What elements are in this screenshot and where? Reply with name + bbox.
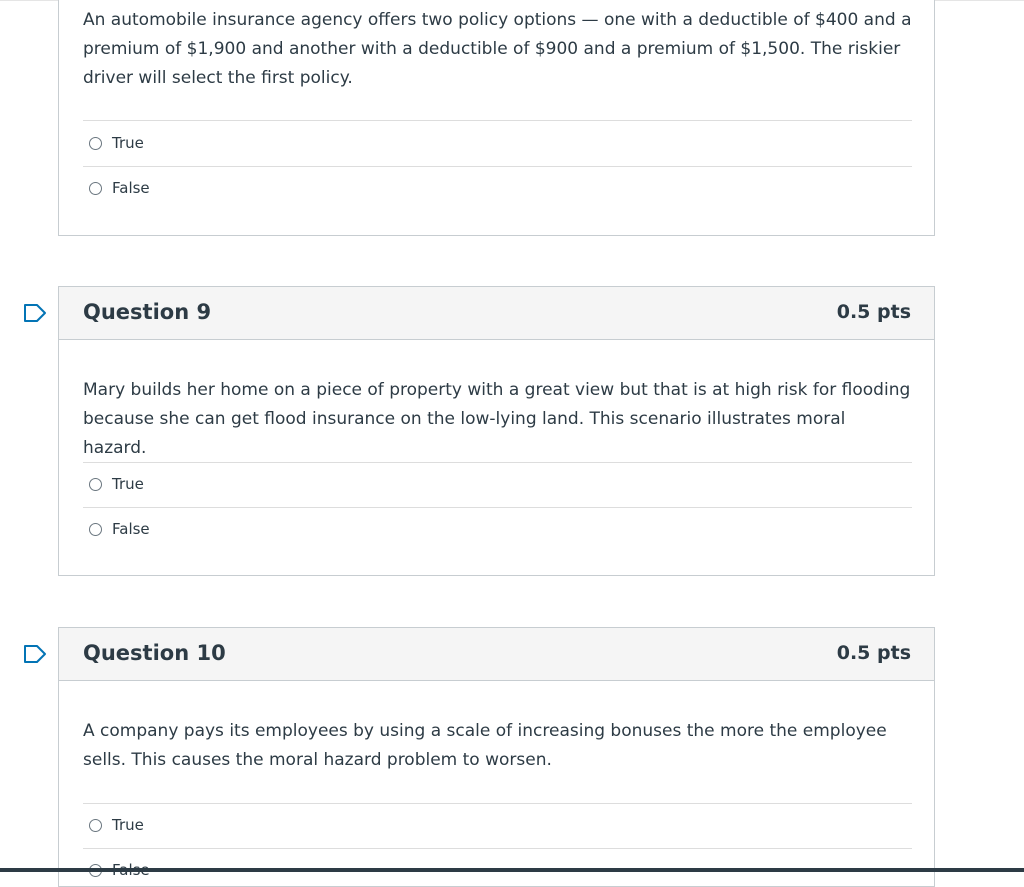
answer-label: False <box>112 179 150 197</box>
question-points: 0.5 pts <box>836 301 911 323</box>
question-text: A company pays its employees by using a scale of increasing bonuses the more the employee sells. This causes the moral hazard problem to worsen. <box>83 721 887 770</box>
answer-label: True <box>112 134 144 152</box>
question-card-9 <box>58 286 935 576</box>
radio-button-icon[interactable] <box>89 137 102 150</box>
answer-option-false[interactable] <box>89 518 150 540</box>
question-text: Mary builds her home on a piece of property with a great view but that is at high risk for flooding because she can get flood insurance on the low-lying land. This scenario illustrates moral hazard. <box>83 380 911 458</box>
radio-button-icon[interactable] <box>89 523 102 536</box>
answer-label: False <box>112 520 150 538</box>
question-points: 0.5 pts <box>836 642 911 664</box>
question-header <box>59 287 934 340</box>
answer-divider <box>83 507 912 508</box>
answer-option-false[interactable] <box>89 177 150 199</box>
answer-option-true[interactable] <box>89 473 144 495</box>
flag-question-icon[interactable] <box>23 644 47 664</box>
answer-divider <box>83 120 912 121</box>
question-title: Question 10 <box>83 641 226 665</box>
answer-divider <box>83 166 912 167</box>
question-title: Question 9 <box>83 300 212 324</box>
question-header <box>59 628 934 681</box>
question-card-8 <box>58 0 935 236</box>
answer-divider <box>83 803 912 804</box>
bottom-divider <box>0 868 1024 872</box>
question-text: An automobile insurance agency offers two policy options — one with a deductible of $400 and a premium of $1,900 and another with a deductible of $900 and a premium of $1,500. The riskier driver will select the first policy. <box>83 10 912 88</box>
flag-question-icon[interactable] <box>23 303 47 323</box>
answer-option-true[interactable] <box>89 814 144 836</box>
answer-label: True <box>112 816 144 834</box>
radio-button-icon[interactable] <box>89 478 102 491</box>
question-card-10 <box>58 627 935 887</box>
answer-divider <box>83 848 912 849</box>
answer-divider <box>83 462 912 463</box>
answer-label: True <box>112 475 144 493</box>
answer-option-true[interactable] <box>89 132 144 154</box>
radio-button-icon[interactable] <box>89 182 102 195</box>
radio-button-icon[interactable] <box>89 819 102 832</box>
